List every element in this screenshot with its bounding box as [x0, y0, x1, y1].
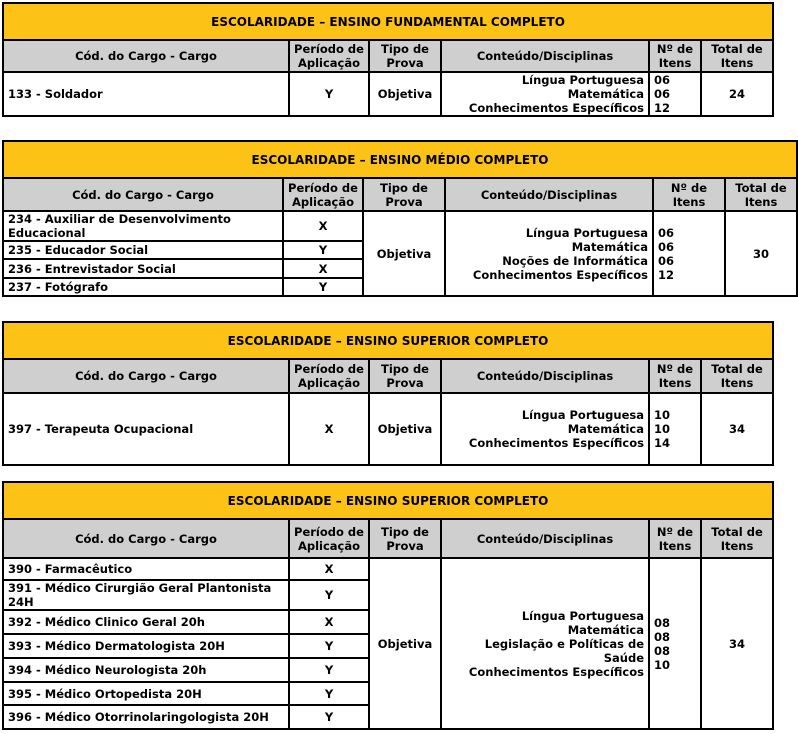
item-count: 14: [654, 436, 671, 450]
table-row: [3, 558, 773, 580]
table-superior-2: [2, 481, 774, 730]
cargo-cell: 237 - Fotógrafo: [3, 278, 283, 296]
disciplina: Língua Portuguesa: [525, 225, 648, 240]
disciplina: Legislação e Políticas de Saúde: [484, 636, 644, 665]
item-count: 06: [658, 239, 675, 254]
periodo-cell: X: [289, 610, 369, 634]
header-cargo: Cód. do Cargo - Cargo: [3, 178, 283, 211]
header-n-itens: Nº de Itens: [649, 40, 701, 72]
cargo-cell: 393 - Médico Dermatologista 20H: [3, 634, 289, 658]
header-tipo: Tipo de Prova: [363, 178, 445, 211]
periodo-cell: Y: [289, 580, 369, 610]
header-periodo: Período de Aplicação: [289, 40, 369, 72]
header-tipo: Tipo de Prova: [369, 40, 441, 72]
cargo-cell: 390 - Farmacêutico: [3, 558, 289, 580]
disciplina: Matemática: [567, 87, 644, 101]
item-count: 06: [658, 253, 675, 268]
periodo-cell: X: [289, 393, 369, 465]
item-count: 06: [654, 87, 671, 101]
disciplinas-cell: [441, 558, 649, 729]
header-periodo: Período de Aplicação: [289, 519, 369, 558]
cargo-cell: 133 - Soldador: [3, 72, 289, 116]
header-conteudo: Conteúdo/Disciplinas: [445, 178, 653, 211]
disciplinas-cell: [445, 211, 653, 296]
header-tipo: Tipo de Prova: [369, 359, 441, 393]
section-title: ESCOLARIDADE – ENSINO SUPERIOR COMPLETO: [3, 482, 773, 519]
header-conteudo: Conteúdo/Disciplinas: [441, 40, 649, 72]
periodo-cell: X: [283, 259, 363, 278]
header-cargo: Cód. do Cargo - Cargo: [3, 519, 289, 558]
disciplina: Conhecimentos Específicos: [468, 436, 644, 450]
table-row: [3, 211, 797, 241]
header-conteudo: Conteúdo/Disciplinas: [441, 359, 649, 393]
table-row: [3, 393, 773, 465]
item-count: 10: [654, 422, 671, 436]
cargo-cell: 396 - Médico Otorrinolaringologista 20H: [3, 705, 289, 729]
header-total: Total de Itens: [701, 359, 773, 393]
periodo-cell: Y: [289, 72, 369, 116]
disciplina: Matemática: [571, 239, 648, 254]
section-title: ESCOLARIDADE – ENSINO SUPERIOR COMPLETO: [3, 322, 773, 359]
tipo-cell: Objetiva: [363, 211, 445, 296]
header-tipo: Tipo de Prova: [369, 519, 441, 558]
table-row: [3, 72, 773, 116]
section-title: ESCOLARIDADE – ENSINO MÉDIO COMPLETO: [3, 141, 797, 178]
periodo-cell: Y: [289, 658, 369, 682]
tipo-cell: Objetiva: [369, 72, 441, 116]
itens-cell: [649, 72, 701, 116]
cargo-cell: 394 - Médico Neurologista 20h: [3, 658, 289, 682]
cargo-cell: 397 - Terapeuta Ocupacional: [3, 393, 289, 465]
item-count: 08: [654, 615, 671, 630]
cargo-cell: 234 - Auxiliar de Desenvolvimento Educacional: [3, 211, 283, 241]
header-conteudo: Conteúdo/Disciplinas: [441, 519, 649, 558]
total-cell: 30: [725, 211, 797, 296]
header-n-itens: Nº de Itens: [649, 519, 701, 558]
disciplina: Noções de Informática: [502, 253, 648, 268]
item-count: 10: [654, 408, 671, 422]
item-count: 10: [654, 657, 671, 672]
item-count: 12: [658, 267, 675, 282]
disciplina: Língua Portuguesa: [521, 608, 644, 623]
header-cargo: Cód. do Cargo - Cargo: [3, 40, 289, 72]
item-count: 08: [654, 629, 671, 644]
periodo-cell: X: [289, 558, 369, 580]
itens-cell: [653, 211, 725, 296]
header-total: Total de Itens: [725, 178, 797, 211]
item-count: 06: [654, 73, 671, 87]
disciplina: Língua Portuguesa: [521, 408, 644, 422]
disciplina: Conhecimentos Específicos: [468, 101, 644, 115]
periodo-cell: Y: [289, 705, 369, 729]
periodo-cell: Y: [283, 241, 363, 259]
cargo-cell: 395 - Médico Ortopedista 20H: [3, 682, 289, 705]
header-total: Total de Itens: [701, 40, 773, 72]
section-title: ESCOLARIDADE – ENSINO FUNDAMENTAL COMPLETO: [3, 3, 773, 40]
cargo-cell: 235 - Educador Social: [3, 241, 283, 259]
cargo-cell: 391 - Médico Cirurgião Geral Plantonista 24H: [3, 580, 289, 610]
table-superior-1: [2, 321, 774, 466]
disciplina: Língua Portuguesa: [521, 73, 644, 87]
disciplinas-cell: [441, 393, 649, 465]
header-total: Total de Itens: [701, 519, 773, 558]
cargo-cell: 392 - Médico Clinico Geral 20h: [3, 610, 289, 634]
item-count: 08: [654, 643, 671, 658]
header-n-itens: Nº de Itens: [649, 359, 701, 393]
item-count: 06: [658, 225, 675, 240]
total-cell: 24: [701, 72, 773, 116]
header-periodo: Período de Aplicação: [289, 359, 369, 393]
disciplina: Conhecimentos Específicos: [472, 267, 648, 282]
total-cell: 34: [701, 558, 773, 729]
disciplina: Matemática: [567, 622, 644, 637]
header-cargo: Cód. do Cargo - Cargo: [3, 359, 289, 393]
tipo-cell: Objetiva: [369, 393, 441, 465]
item-count: 12: [654, 101, 671, 115]
disciplina: Conhecimentos Específicos: [468, 664, 644, 679]
tipo-cell: Objetiva: [369, 558, 441, 729]
itens-cell: [649, 558, 701, 729]
cargo-cell: 236 - Entrevistador Social: [3, 259, 283, 278]
disciplina: Matemática: [567, 422, 644, 436]
table-medio: [2, 140, 798, 297]
total-cell: 34: [701, 393, 773, 465]
table-fundamental: [2, 2, 774, 117]
disciplinas-cell: [441, 72, 649, 116]
periodo-cell: Y: [289, 634, 369, 658]
header-n-itens: Nº de Itens: [653, 178, 725, 211]
header-periodo: Período de Aplicação: [283, 178, 363, 211]
periodo-cell: Y: [283, 278, 363, 296]
periodo-cell: Y: [289, 682, 369, 705]
itens-cell: [649, 393, 701, 465]
periodo-cell: X: [283, 211, 363, 241]
